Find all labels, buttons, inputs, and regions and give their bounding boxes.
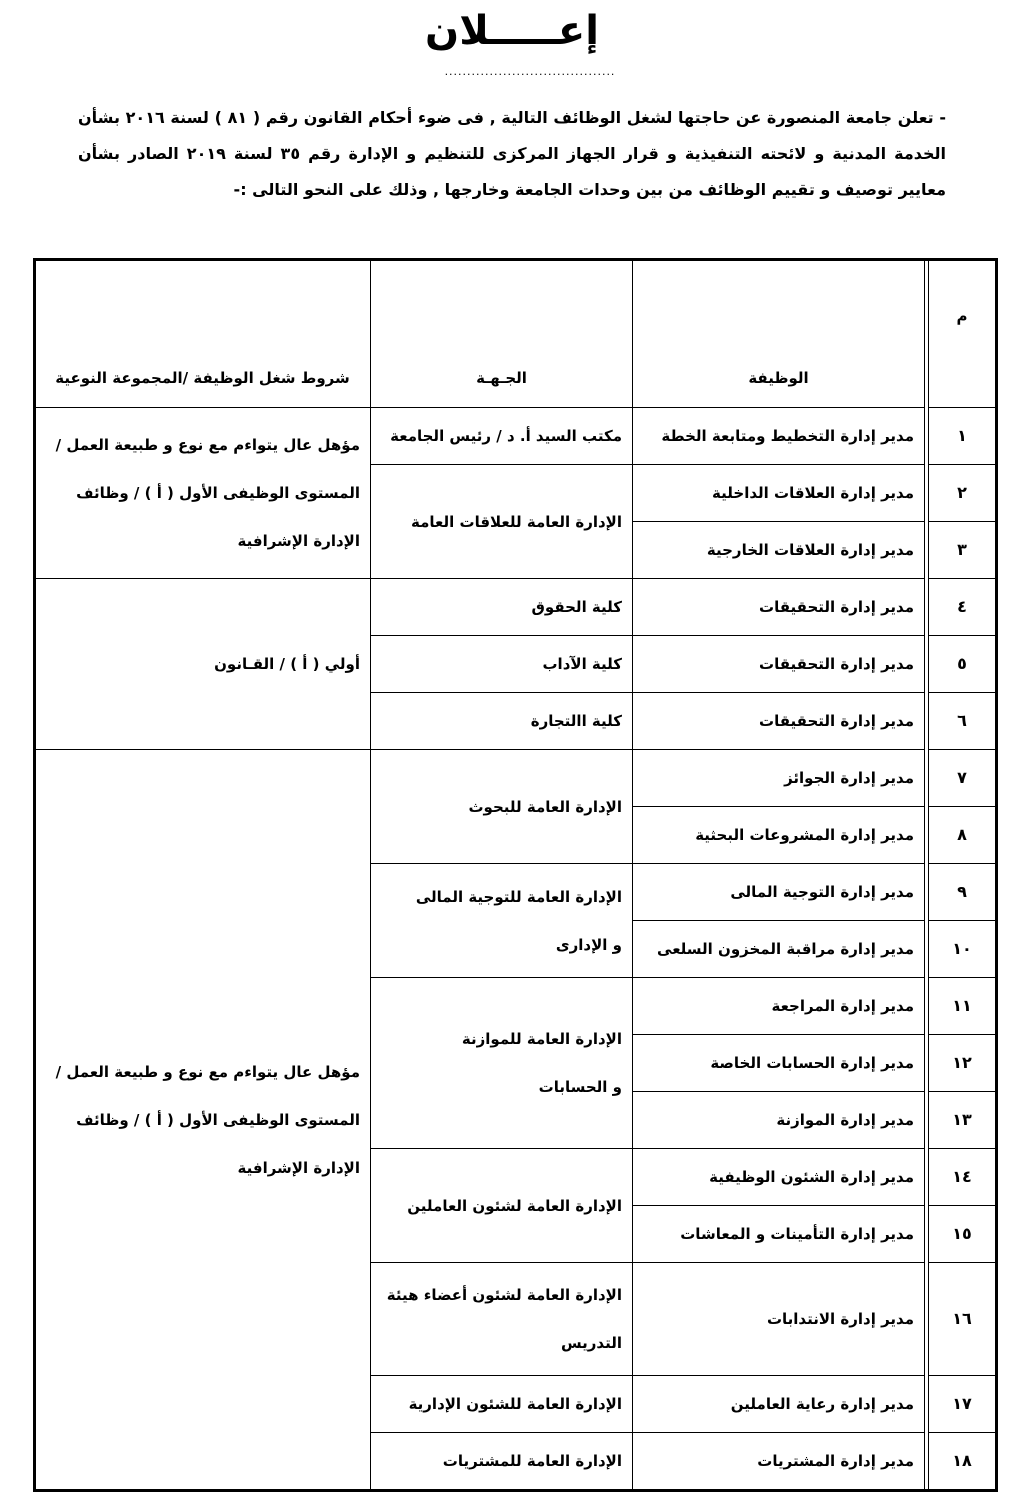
job-title: مدير إدارة التخطيط ومتابعة الخطة — [633, 408, 925, 465]
row-number: ١١ — [929, 978, 997, 1035]
job-title: مدير إدارة التأمينات و المعاشات — [633, 1206, 925, 1263]
department-line: الإدارة العامة لشئون أعضاء هيئة — [386, 1286, 622, 1304]
header-conditions: شروط شغل الوظيفة /المجموعة النوعية — [35, 260, 371, 408]
department — [371, 864, 633, 978]
department-line: الإدارة العامة للموازنة — [461, 1030, 622, 1048]
column-gap — [925, 408, 929, 465]
row-number: ١٣ — [929, 1092, 997, 1149]
department: كلية االتجارة — [371, 693, 633, 750]
row-number: ٨ — [929, 807, 997, 864]
row-number: ١٠ — [929, 921, 997, 978]
column-gap — [925, 978, 929, 1035]
row-number: ٦ — [929, 693, 997, 750]
table-row — [35, 579, 997, 636]
conditions-line: المستوى الوظيفى الأول ( أ ) / وظائف — [76, 484, 360, 502]
column-gap — [925, 1433, 929, 1491]
row-number: ١٦ — [929, 1263, 997, 1376]
job-title: مدير إدارة الجوائز — [633, 750, 925, 807]
row-number: ٢ — [929, 465, 997, 522]
row-number: ٤ — [929, 579, 997, 636]
row-number: ٣ — [929, 522, 997, 579]
column-gap — [925, 1263, 929, 1376]
column-gap — [925, 636, 929, 693]
department: الإدارة العامة للعلاقات العامة — [371, 465, 633, 579]
job-title: مدير إدارة التحقيقات — [633, 636, 925, 693]
department — [371, 978, 633, 1149]
department: كلية الآداب — [371, 636, 633, 693]
job-title: مدير إدارة المراجعة — [633, 978, 925, 1035]
department — [371, 1263, 633, 1376]
page-title: إعـــــلان — [425, 8, 599, 54]
row-number: ٧ — [929, 750, 997, 807]
conditions-group-2: أولي ( أ ) / القـانون — [35, 579, 371, 750]
header-dept: الجـهـة — [371, 260, 633, 408]
conditions-group-1 — [35, 408, 371, 579]
column-gap — [925, 750, 929, 807]
row-number: ١٤ — [929, 1149, 997, 1206]
row-number: ١٧ — [929, 1376, 997, 1433]
column-gap — [925, 260, 929, 408]
column-gap — [925, 522, 929, 579]
row-number: ١٨ — [929, 1433, 997, 1491]
column-gap — [925, 579, 929, 636]
column-gap — [925, 1149, 929, 1206]
column-gap — [925, 1376, 929, 1433]
row-number: ١٥ — [929, 1206, 997, 1263]
job-title: مدير إدارة الانتدابات — [633, 1263, 925, 1376]
department: الإدارة العامة لشئون العاملين — [371, 1149, 633, 1263]
conditions-line: المستوى الوظيفى الأول ( أ ) / وظائف — [76, 1110, 360, 1129]
department: الإدارة العامة للبحوث — [371, 750, 633, 864]
job-title: مدير إدارة مراقبة المخزون السلعى — [633, 921, 925, 978]
job-title: مدير إدارة التوجية المالى — [633, 864, 925, 921]
department-line: و الإدارى — [555, 935, 622, 954]
column-gap — [925, 921, 929, 978]
table-row — [35, 750, 997, 807]
department-line: و الحسابات — [538, 1078, 622, 1096]
job-title: مدير إدارة الحسابات الخاصة — [633, 1035, 925, 1092]
column-gap — [925, 807, 929, 864]
department-line: التدريس — [560, 1334, 622, 1352]
intro-paragraph: - تعلن جامعة المنصورة عن حاجتها لشغل الوظائف التالية , فى ضوء أحكام القانون رقم ( ٨١ ) لسنة ٢٠١٦ بشأن الخدمة المدنية و لائحته التنفيذية و قرار الجهاز المركزى للتنظيم و الإدارة رقم ٣٥ لسنة ٢٠١٩ الصادر بشأن معايير توصيف و تقييم الوظائف من بين وحدات الجامعة وخارجها , وذلك على النحو التالى :- — [78, 108, 947, 199]
conditions-line: مؤهل عال يتواءم مع نوع و طبيعة العمل / — [55, 436, 360, 454]
column-gap — [925, 465, 929, 522]
job-title: مدير إدارة رعاية العاملين — [633, 1376, 925, 1433]
job-title: مدير إدارة العلاقات الخارجية — [633, 522, 925, 579]
column-gap — [925, 693, 929, 750]
job-title: مدير إدارة التحقيقات — [633, 579, 925, 636]
department: الإدارة العامة للمشتريات — [371, 1433, 633, 1491]
conditions-group-3 — [35, 750, 371, 1491]
conditions-line: الإدارة الإشرافية — [237, 1158, 360, 1177]
column-gap — [925, 864, 929, 921]
job-title: مدير إدارة التحقيقات — [633, 693, 925, 750]
job-title: مدير إدارة الشئون الوظيفية — [633, 1149, 925, 1206]
header-num: م — [929, 260, 997, 408]
job-title: مدير إدارة المشروعات البحثية — [633, 807, 925, 864]
row-number: ١٢ — [929, 1035, 997, 1092]
jobs-table — [33, 258, 998, 1492]
department: مكتب السيد أ. د / رئيس الجامعة — [371, 408, 633, 465]
department: الإدارة العامة للشئون الإدارية — [371, 1376, 633, 1433]
department-line: الإدارة العامة للتوجية المالى — [415, 887, 622, 906]
table-row — [35, 408, 997, 465]
header-job: الوظيفة — [633, 260, 925, 408]
conditions-line: الإدارة الإشرافية — [237, 532, 360, 550]
row-number: ٩ — [929, 864, 997, 921]
column-gap — [925, 1092, 929, 1149]
job-title: مدير إدارة المشتريات — [633, 1433, 925, 1491]
row-number: ٥ — [929, 636, 997, 693]
column-gap — [925, 1206, 929, 1263]
job-title: مدير إدارة العلاقات الداخلية — [633, 465, 925, 522]
row-number: ١ — [929, 408, 997, 465]
job-title: مدير إدارة الموازنة — [633, 1092, 925, 1149]
conditions-line: مؤهل عال يتواءم مع نوع و طبيعة العمل / — [55, 1062, 360, 1081]
department: كلية الحقوق — [371, 579, 633, 636]
title-underline: ...................................... — [444, 65, 616, 78]
table-header-row — [35, 260, 997, 408]
column-gap — [925, 1035, 929, 1092]
